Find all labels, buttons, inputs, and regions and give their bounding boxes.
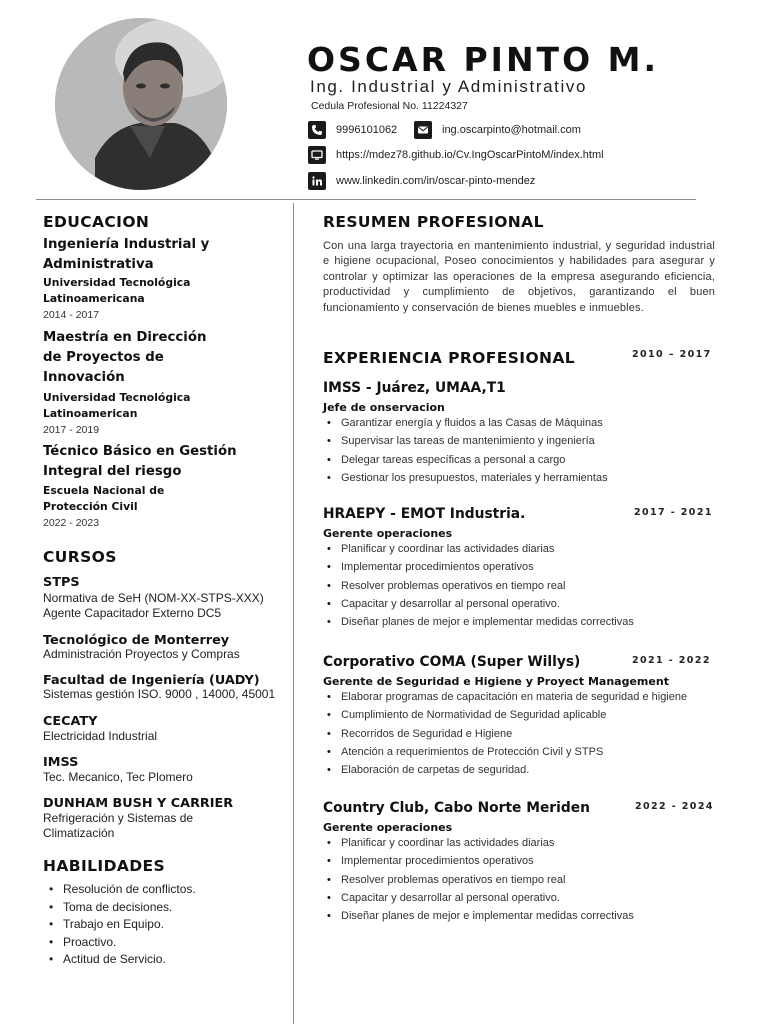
profile-photo bbox=[55, 18, 227, 190]
duty-item: • Capacitar y desarrollar al personal operativo. bbox=[323, 595, 733, 613]
header-divider bbox=[36, 199, 696, 200]
summary-heading: RESUMEN PROFESIONAL bbox=[323, 213, 544, 231]
course-item bbox=[43, 575, 288, 621]
degree-title: Ingeniería Industrial y Administrativa bbox=[43, 237, 210, 272]
duty-item: • Gestionar los presupuestos, materiales y herramientas bbox=[323, 469, 733, 487]
job-dates: 2021 - 2022 bbox=[632, 655, 711, 666]
course-provider: Tecnológico de Monterrey bbox=[43, 633, 230, 648]
course-detail: Refrigeración y Sistemas de Climatización bbox=[43, 811, 194, 840]
duty-item: • Implementar procedimientos operativos bbox=[323, 558, 733, 576]
education-heading: EDUCACION bbox=[43, 213, 150, 231]
course-item bbox=[43, 796, 288, 841]
skills-heading: HABILIDADES bbox=[43, 857, 166, 875]
course-item bbox=[43, 633, 288, 662]
full-name: OSCAR PINTO M. bbox=[307, 40, 659, 79]
job-duties bbox=[323, 414, 733, 487]
portrait-illustration bbox=[55, 18, 227, 190]
job-role: Gerente operaciones bbox=[323, 821, 453, 834]
duty-item: • Diseñar planes de mejor e implementar medidas correctivas bbox=[323, 907, 733, 925]
course-provider: STPS bbox=[43, 575, 80, 590]
duty-item: • Delegar tareas específicas a personal a cargo bbox=[323, 451, 733, 469]
company-name: Country Club, Cabo Norte Meriden bbox=[323, 800, 590, 816]
job-duties bbox=[323, 540, 733, 631]
left-column bbox=[43, 213, 288, 969]
education-years: 2022 - 2023 bbox=[43, 517, 100, 529]
course-detail: Electricidad Industrial bbox=[43, 729, 158, 743]
duty-item: • Supervisar las tareas de mantenimiento y ingeniería bbox=[323, 432, 733, 450]
education-item bbox=[43, 328, 288, 436]
website-link[interactable]: https://mdez78.github.io/Cv.IngOscarPintoM/index.html bbox=[336, 149, 604, 161]
contact-linkedin bbox=[308, 172, 535, 190]
duty-item: • Atención a requerimientos de Protección Civil y STPS bbox=[323, 743, 733, 761]
phone-icon bbox=[308, 121, 326, 139]
summary-section bbox=[323, 213, 718, 316]
job-dates: 2017 - 2021 bbox=[634, 507, 713, 518]
courses-heading: CURSOS bbox=[43, 548, 117, 566]
contact-phone bbox=[308, 121, 397, 139]
email-address[interactable]: ing.oscarpinto@hotmail.com bbox=[442, 124, 581, 136]
job-role: Gerente de Seguridad e Higiene y Proyect Management bbox=[323, 675, 669, 688]
duty-item: • Implementar procedimientos operativos bbox=[323, 852, 733, 870]
column-divider bbox=[293, 203, 294, 1024]
duty-item: • Recorridos de Seguridad e Higiene bbox=[323, 725, 733, 743]
course-provider: Facultad de Ingeniería (UADY) bbox=[43, 673, 260, 688]
duty-item: • Garantizar energía y fluidos a las Casas de Máquinas bbox=[323, 414, 733, 432]
duty-item: • Elaborar programas de capacitación en materia de seguridad e higiene bbox=[323, 688, 733, 706]
course-provider: DUNHAM BUSH Y CARRIER bbox=[43, 796, 234, 811]
course-detail: Tec. Mecanico, Tec Plomero bbox=[43, 770, 193, 784]
duty-item: • Planificar y coordinar las actividades diarias bbox=[323, 834, 733, 852]
course-item bbox=[43, 755, 288, 785]
job-entry bbox=[323, 506, 733, 631]
job-dates: 2010 – 2017 bbox=[632, 349, 712, 360]
professional-title: Ing. Industrial y Administrativo bbox=[310, 77, 588, 96]
course-item bbox=[43, 714, 288, 744]
contact-email bbox=[414, 121, 581, 139]
summary-text: Con una larga trayectoria en mantenimiento industrial, y seguridad industrial e higiene ocupacional, Poseo conocimientos y habilidades para asegurar y controlar y optimizar las operaciones de la empresa asegurando eficiencia, productividad y cumplimiento de objetivos, garantizando el buen funcionamiento y conservación de bienes muebles e inmuebles. bbox=[323, 240, 715, 314]
skill-item: • Trabajo en Equipo. bbox=[43, 916, 288, 934]
skill-item: • Toma de decisiones. bbox=[43, 899, 288, 917]
education-years: 2014 - 2017 bbox=[43, 309, 100, 321]
institution-name: Universidad Tecnológica Latinoamericana bbox=[43, 276, 191, 305]
monitor-icon bbox=[308, 146, 326, 164]
cedula-profesional: Cedula Profesional No. 11224327 bbox=[311, 100, 468, 112]
course-provider: IMSS bbox=[43, 755, 79, 770]
course-detail: Sistemas gestión ISO. 9000 , 14000, 45001 bbox=[43, 687, 276, 701]
company-name: Corporativo COMA (Super Willys) bbox=[323, 654, 581, 670]
education-item bbox=[43, 235, 288, 321]
duty-item: • Resolver problemas operativos en tiempo real bbox=[323, 577, 733, 595]
course-provider: CECATY bbox=[43, 714, 98, 729]
duty-item: • Diseñar planes de mejor e implementar medidas correctivas bbox=[323, 613, 733, 631]
skills-list bbox=[43, 881, 288, 969]
skill-item: • Actitud de Servicio. bbox=[43, 951, 288, 969]
education-years: 2017 - 2019 bbox=[43, 424, 100, 436]
course-detail: Administración Proyectos y Compras bbox=[43, 647, 240, 661]
duty-item: • Elaboración de carpetas de seguridad. bbox=[323, 761, 733, 779]
duty-item: • Planificar y coordinar las actividades diarias bbox=[323, 540, 733, 558]
job-dates: 2022 - 2024 bbox=[635, 801, 714, 812]
institution-name: Universidad Tecnológica Latinoamerican bbox=[43, 391, 191, 420]
job-role: Gerente operaciones bbox=[323, 527, 453, 540]
company-name: IMSS - Juárez, UMAA,T1 bbox=[323, 380, 506, 396]
linkedin-icon bbox=[308, 172, 326, 190]
job-entry bbox=[323, 380, 733, 487]
duty-item: • Cumplimiento de Normatividad de Seguridad aplicable bbox=[323, 706, 733, 724]
skill-item: • Resolución de conflictos. bbox=[43, 881, 288, 899]
phone-number[interactable]: 9996101062 bbox=[336, 124, 398, 136]
degree-title: Técnico Básico en Gestión Integral del riesgo bbox=[43, 444, 237, 479]
duty-item: • Resolver problemas operativos en tiempo real bbox=[323, 871, 733, 889]
course-detail: Normativa de SeH (NOM-XX-STPS-XXX) Agente Capacitador Externo DC5 bbox=[43, 591, 264, 620]
duty-item: • Capacitar y desarrollar al personal operativo. bbox=[323, 889, 733, 907]
email-icon bbox=[414, 121, 432, 139]
experience-heading: EXPERIENCIA PROFESIONAL bbox=[323, 349, 576, 367]
job-entry bbox=[323, 654, 733, 779]
job-duties bbox=[323, 834, 733, 925]
job-entry bbox=[323, 800, 733, 925]
company-name: HRAEPY - EMOT Industria. bbox=[323, 506, 526, 522]
institution-name: Escuela Nacional de Protección Civil bbox=[43, 484, 165, 513]
job-duties bbox=[323, 688, 733, 779]
job-role: Jefe de onservacion bbox=[323, 401, 445, 414]
skill-item: • Proactivo. bbox=[43, 934, 288, 952]
contact-website bbox=[308, 146, 604, 164]
course-item bbox=[43, 673, 288, 702]
education-item bbox=[43, 442, 288, 529]
degree-title: Maestría en Dirección de Proyectos de Innovación bbox=[43, 330, 207, 385]
linkedin-link[interactable]: www.linkedin.com/in/oscar-pinto-mendez bbox=[336, 175, 536, 187]
